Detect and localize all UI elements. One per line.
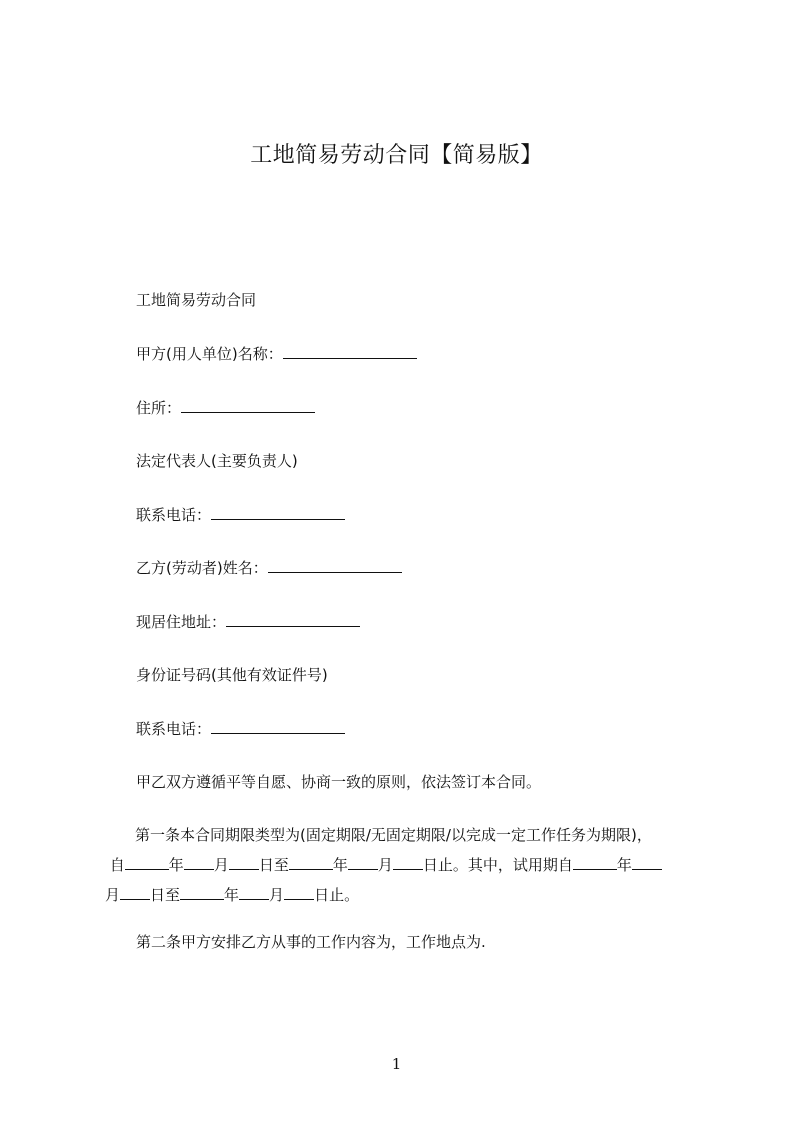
phone-b-field[interactable]	[211, 719, 345, 734]
start-day-blank[interactable]	[229, 855, 259, 870]
article-1-line-1: 第一条本合同期限类型为(固定期限/无固定期限/以完成一定工作任务为期限)，	[135, 826, 652, 844]
trial-end-month-blank[interactable]	[239, 885, 269, 900]
start-month-blank[interactable]	[184, 855, 214, 870]
article-2: 第二条甲方安排乙方从事的工作内容为，工作地点为.	[136, 933, 486, 951]
id-number-label: 身份证号码(其他有效证件号)	[136, 666, 328, 684]
party-a-name-row	[136, 344, 417, 364]
trial-start-day-blank[interactable]	[120, 885, 150, 900]
contract-subtitle: 工地简易劳动合同	[136, 291, 257, 309]
article-1-line-3: 月 日至 年 月 日止。	[105, 886, 360, 904]
document-title: 工地简易劳动合同【简易版】	[250, 143, 543, 168]
party-a-name-field[interactable]	[283, 344, 417, 359]
phone-a-row	[136, 505, 345, 525]
start-year-blank[interactable]	[125, 855, 169, 870]
end-month-blank[interactable]	[348, 855, 378, 870]
party-b-name-label: 乙方(劳动者)姓名：	[136, 559, 268, 577]
end-day-blank[interactable]	[393, 855, 423, 870]
phone-a-field[interactable]	[211, 505, 345, 520]
trial-start-year-blank[interactable]	[573, 855, 617, 870]
phone-a-label: 联系电话：	[136, 506, 212, 524]
phone-b-row	[136, 719, 345, 739]
address-row	[136, 398, 315, 418]
current-address-row	[136, 612, 360, 632]
party-a-name-label: 甲方(用人单位)名称：	[136, 345, 283, 363]
trial-end-day-blank[interactable]	[284, 885, 314, 900]
current-address-field[interactable]	[226, 612, 360, 627]
article-1-line-2: 自 年 月 日至 年 月 日止。其中，试用期自 年	[105, 850, 705, 880]
address-label: 住所：	[136, 399, 182, 417]
end-year-blank[interactable]	[289, 855, 333, 870]
legal-rep-label: 法定代表人(主要负责人)	[136, 452, 298, 470]
party-b-name-field[interactable]	[268, 558, 402, 573]
principle-text: 甲乙双方遵循平等自愿、协商一致的原则，依法签订本合同。	[136, 773, 542, 791]
party-b-name-row	[136, 558, 402, 578]
current-address-label: 现居住地址：	[136, 613, 227, 631]
trial-start-month-blank[interactable]	[632, 855, 662, 870]
page-number: 1	[391, 1055, 402, 1073]
trial-end-year-blank[interactable]	[180, 885, 224, 900]
article-1	[105, 820, 705, 910]
address-field[interactable]	[181, 398, 315, 413]
phone-b-label: 联系电话：	[136, 720, 212, 738]
